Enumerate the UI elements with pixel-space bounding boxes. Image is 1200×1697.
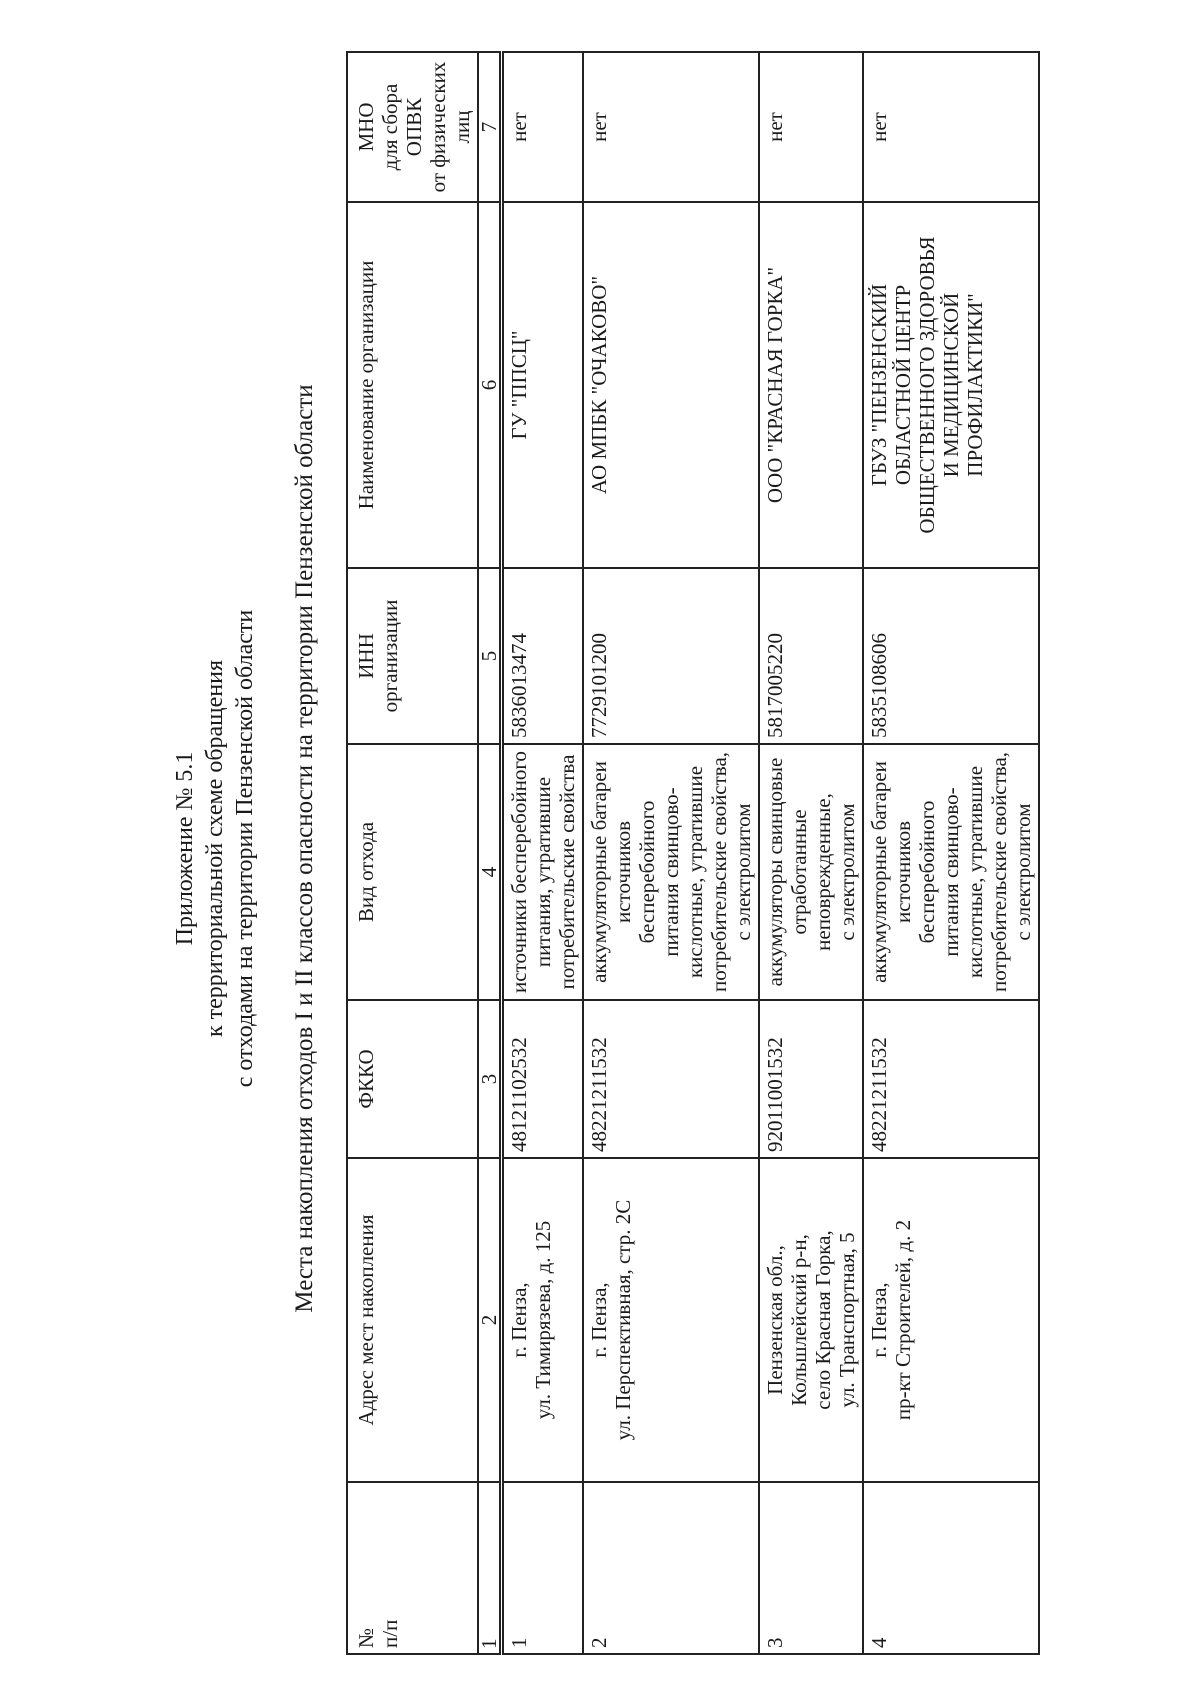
table-row <box>583 52 759 1654</box>
inn-cell: 5835108606 <box>863 568 1039 744</box>
appendix-header <box>170 0 260 1697</box>
fkko-cell: 48121102532 <box>502 1000 584 1158</box>
waste-line: источников бесперебойного <box>891 800 939 944</box>
column-number: 3 <box>478 1000 502 1158</box>
row-number: 2 <box>583 1482 759 1654</box>
table-header-row <box>347 52 478 1654</box>
header-inn-line: ИНН <box>354 633 378 679</box>
header-no-line: № <box>354 1627 378 1648</box>
appendix-line-3: с отходами на территории Пензенской области <box>232 609 258 1088</box>
header-mno-line: МНО <box>354 102 378 152</box>
org-name-cell <box>759 202 863 568</box>
address-line: ул. Перспективная, стр. 2С <box>611 1199 635 1441</box>
waste-line: источники бесперебойного <box>507 751 531 993</box>
waste-line: с электролитом <box>835 803 859 941</box>
waste-type-cell <box>759 744 863 1000</box>
document-title: Места накопления отходов I и II классов опасности на территории Пензенской области <box>291 384 318 1313</box>
inn-cell: 7729101200 <box>583 568 759 744</box>
waste-line: потребительские свойства <box>555 754 579 990</box>
waste-line: с электролитом <box>1011 803 1035 941</box>
waste-type-cell <box>583 744 759 1000</box>
header-address: Адрес мест накопления <box>347 1158 478 1482</box>
table-row <box>863 52 1039 1654</box>
column-number: 4 <box>478 744 502 1000</box>
column-number: 5 <box>478 568 502 744</box>
fkko-cell: 92011001532 <box>759 1000 863 1158</box>
address-line: г. Пенза, <box>507 1282 531 1358</box>
org-line: ОБЩЕСТВЕННОГО ЗДОРОВЬЯ <box>915 236 939 534</box>
header-no-line: п/п <box>378 1619 402 1648</box>
mno-cell: нет <box>502 52 584 202</box>
address-cell <box>759 1158 863 1482</box>
mno-cell: нет <box>759 52 863 202</box>
waste-line: питания свинцово- <box>939 787 963 957</box>
org-line: ГУ "ППСЦ" <box>507 330 531 440</box>
waste-line: источников бесперебойного <box>611 800 659 944</box>
address-line: ул. Тимирязева, д. 125 <box>531 1220 555 1420</box>
row-number: 1 <box>502 1482 584 1654</box>
address-line: г. Пенза, <box>867 1282 891 1358</box>
column-number: 7 <box>478 52 502 202</box>
address-cell <box>863 1158 1039 1482</box>
mno-cell: нет <box>583 52 759 202</box>
org-line: АО МПБК "ОЧАКОВО" <box>587 275 611 495</box>
header-mno <box>347 52 478 202</box>
org-name-cell <box>583 202 759 568</box>
org-line: ГБУЗ "ПЕНЗЕНСКИЙ <box>867 283 891 487</box>
column-number: 1 <box>478 1482 502 1654</box>
address-cell <box>502 1158 584 1482</box>
appendix-line-1: Приложение № 5.1 <box>172 751 198 946</box>
header-inn-line: организации <box>378 599 402 713</box>
waste-type-cell <box>502 744 584 1000</box>
accumulation-sites-table <box>346 51 1040 1655</box>
waste-line: питания свинцово- <box>659 787 683 957</box>
header-mno-line: для сбора <box>378 83 402 171</box>
waste-line: питания, утратившие <box>531 776 555 968</box>
row-number: 3 <box>759 1482 863 1654</box>
waste-line: потребительские свойства, <box>987 751 1011 993</box>
header-mno-line: лиц <box>450 110 474 144</box>
waste-line: отработанные <box>787 809 811 935</box>
waste-type-cell <box>863 744 1039 1000</box>
address-cell <box>583 1158 759 1482</box>
address-line: г. Пенза, <box>587 1282 611 1358</box>
org-line: ПРОФИЛАКТИКИ" <box>963 293 987 477</box>
fkko-cell: 48221211532 <box>583 1000 759 1158</box>
mno-cell: нет <box>863 52 1039 202</box>
waste-line: аккумуляторные батареи <box>867 761 891 983</box>
header-inn <box>347 568 478 744</box>
table-row <box>759 52 863 1654</box>
org-line: ООО "КРАСНАЯ ГОРКА" <box>763 266 787 504</box>
org-line: ОБЛАСТНОЙ ЦЕНТР <box>891 284 915 486</box>
waste-line: кислотные, утратившие <box>963 765 987 979</box>
waste-line: аккумуляторы свинцовые <box>763 757 787 987</box>
org-line: И МЕДИЦИНСКОЙ <box>939 292 963 478</box>
org-name-cell <box>502 202 584 568</box>
waste-line: кислотные, утратившие <box>683 765 707 979</box>
waste-line: неповрежденные, <box>811 793 835 951</box>
org-name-cell <box>863 202 1039 568</box>
address-line: Кольшлейский р-н, <box>787 1234 811 1406</box>
header-org-name: Наименование организации <box>347 202 478 568</box>
column-number: 6 <box>478 202 502 568</box>
address-line: Пензенская обл., <box>763 1245 787 1395</box>
inn-cell: 5836013474 <box>502 568 584 744</box>
header-fkko: ФККО <box>347 1000 478 1158</box>
header-no <box>347 1482 478 1654</box>
table-row <box>502 52 584 1654</box>
appendix-line-2: к территориальной схеме обращения <box>202 659 228 1038</box>
row-number: 4 <box>863 1482 1039 1654</box>
header-mno-line: от физических <box>426 61 450 193</box>
column-number-row <box>478 52 502 1654</box>
header-mno-line: ОПВК <box>402 97 426 157</box>
address-line: ул. Транспортная, 5 <box>835 1232 859 1408</box>
column-number: 2 <box>478 1158 502 1482</box>
inn-cell: 5817005220 <box>759 568 863 744</box>
waste-line: аккумуляторные батареи <box>587 761 611 983</box>
header-waste-type: Вид отхода <box>347 744 478 1000</box>
fkko-cell: 48221211532 <box>863 1000 1039 1158</box>
waste-line: с электролитом <box>731 803 755 941</box>
address-line: село Красная Горка, <box>811 1230 835 1410</box>
waste-line: потребительские свойства, <box>707 751 731 993</box>
address-line: пр-кт Строителей, д. 2 <box>891 1219 915 1421</box>
